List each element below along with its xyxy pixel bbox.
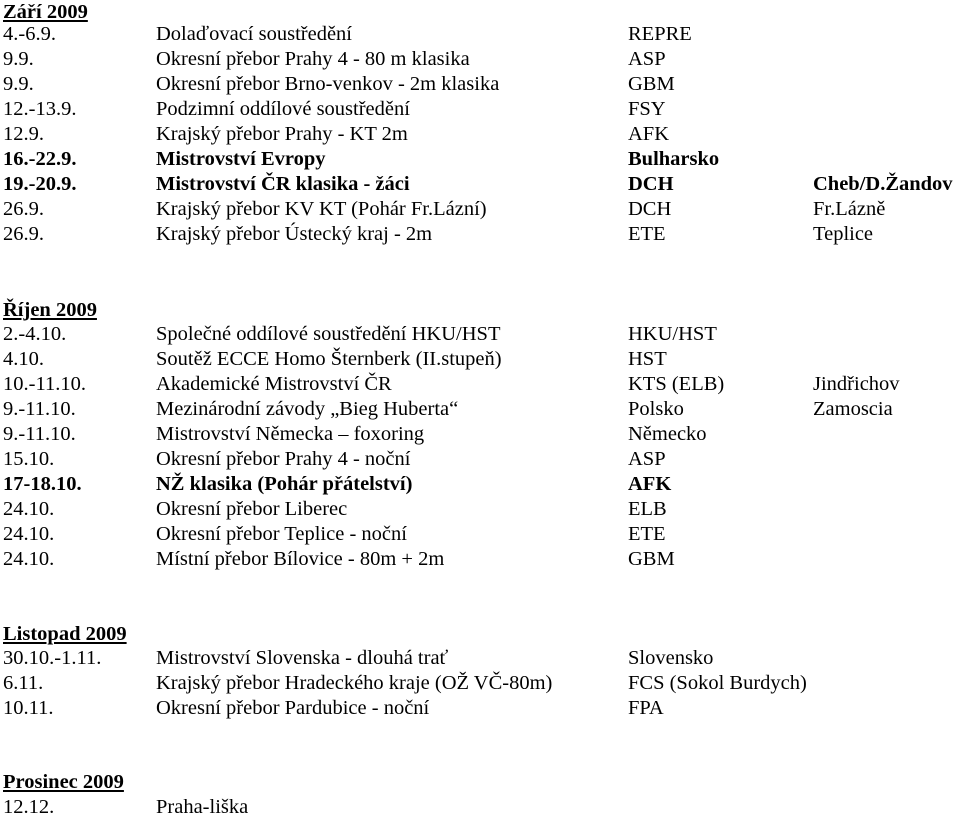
event-date: 12.12. (3, 796, 55, 818)
event-location: Jindřichov (813, 373, 900, 395)
event-date: 30.10.-1.11. (3, 647, 102, 669)
event-name: Podzimní oddílové soustředění (156, 98, 410, 120)
event-name: Okresní přebor Brno-venkov - 2m klasika (156, 73, 500, 95)
event-organizer: KTS (ELB) (628, 373, 725, 395)
event-date: 26.9. (3, 223, 44, 245)
event-name: Mistrovství ČR klasika - žáci (156, 173, 410, 195)
event-organizer: ETE (628, 223, 666, 245)
event-name: Dolaďovací soustředění (156, 23, 352, 45)
event-name: Okresní přebor Prahy 4 - noční (156, 448, 411, 470)
event-row (0, 696, 960, 720)
event-row (0, 172, 960, 196)
event-row (0, 472, 960, 496)
event-organizer: HST (628, 348, 667, 370)
event-date: 15.10. (3, 448, 55, 470)
event-row (0, 497, 960, 521)
event-row (0, 347, 960, 371)
event-organizer: GBM (628, 73, 675, 95)
event-name: Okresní přebor Liberec (156, 498, 348, 520)
event-row (0, 547, 960, 571)
event-date: 12.-13.9. (3, 98, 77, 120)
event-date: 17-18.10. (3, 473, 82, 495)
event-row (0, 147, 960, 171)
event-organizer: ELB (628, 498, 667, 520)
event-row (0, 372, 960, 396)
event-name: Mistrovství Slovenska - dlouhá trať (156, 647, 449, 669)
event-organizer: AFK (628, 473, 672, 495)
event-organizer: REPRE (628, 23, 692, 45)
event-organizer: DCH (628, 198, 672, 220)
event-organizer: Polsko (628, 398, 684, 420)
event-date: 10.11. (3, 697, 54, 719)
event-date: 24.10. (3, 498, 55, 520)
event-organizer: HKU/HST (628, 323, 717, 345)
event-date: 9.-11.10. (3, 398, 76, 420)
month-heading: Říjen 2009 (3, 299, 97, 321)
event-date: 9.9. (3, 73, 34, 95)
event-organizer: DCH (628, 173, 674, 195)
event-name: Krajský přebor Prahy - KT 2m (156, 123, 408, 145)
event-row (0, 646, 960, 670)
event-date: 12.9. (3, 123, 44, 145)
event-name: Praha-liška (156, 796, 249, 818)
event-name: Krajský přebor Ústecký kraj - 2m (156, 223, 433, 245)
event-organizer: GBM (628, 548, 675, 570)
event-row (0, 122, 960, 146)
event-row (0, 197, 960, 221)
event-row (0, 97, 960, 121)
event-organizer: Slovensko (628, 647, 714, 669)
event-date: 19.-20.9. (3, 173, 77, 195)
event-date: 24.10. (3, 548, 55, 570)
event-organizer: Německo (628, 423, 707, 445)
event-name: NŽ klasika (Pohár přátelství) (156, 473, 413, 495)
event-organizer: ASP (628, 48, 666, 70)
event-date: 4.10. (3, 348, 44, 370)
event-date: 24.10. (3, 523, 55, 545)
event-name: Okresní přebor Prahy 4 - 80 m klasika (156, 48, 470, 70)
event-name: Okresní přebor Pardubice - noční (156, 697, 430, 719)
event-row (0, 322, 960, 346)
event-date: 9.-11.10. (3, 423, 76, 445)
event-row (0, 447, 960, 471)
event-date: 9.9. (3, 48, 34, 70)
event-name: Místní přebor Bílovice - 80m + 2m (156, 548, 445, 570)
event-row (0, 22, 960, 46)
event-name: Krajský přebor Hradeckého kraje (OŽ VČ-80m) (156, 672, 553, 694)
month-heading: Září 2009 (3, 1, 88, 23)
event-location: Fr.Lázně (813, 198, 886, 220)
event-organizer: ETE (628, 523, 666, 545)
event-organizer: FPA (628, 697, 664, 719)
event-name: Společné oddílové soustředění HKU/HST (156, 323, 501, 345)
event-row (0, 47, 960, 71)
event-row (0, 222, 960, 246)
event-row (0, 522, 960, 546)
event-name: Mistrovství Evropy (156, 148, 326, 170)
event-date: 26.9. (3, 198, 44, 220)
event-organizer: ASP (628, 448, 666, 470)
event-row (0, 671, 960, 695)
event-date: 10.-11.10. (3, 373, 86, 395)
event-name: Akademické Mistrovství ČR (156, 373, 392, 395)
event-date: 6.11. (3, 672, 44, 694)
event-location: Zamoscia (813, 398, 893, 420)
event-organizer: FSY (628, 98, 666, 120)
event-date: 16.-22.9. (3, 148, 77, 170)
event-row (0, 72, 960, 96)
event-row (0, 397, 960, 421)
event-row (0, 795, 960, 819)
event-name: Okresní přebor Teplice - noční (156, 523, 407, 545)
event-location: Teplice (813, 223, 874, 245)
month-heading: Prosinec 2009 (3, 771, 124, 793)
event-name: Soutěž ECCE Homo Šternberk (II.stupeň) (156, 348, 502, 370)
event-name: Mezinárodní závody „Bieg Huberta“ (156, 398, 459, 420)
event-organizer: FCS (Sokol Burdych) (628, 672, 807, 694)
event-date: 2.-4.10. (3, 323, 67, 345)
event-name: Mistrovství Německa – foxoring (156, 423, 425, 445)
event-date: 4.-6.9. (3, 23, 56, 45)
event-name: Krajský přebor KV KT (Pohár Fr.Lázní) (156, 198, 487, 220)
event-row (0, 422, 960, 446)
month-heading: Listopad 2009 (3, 623, 127, 645)
event-organizer: AFK (628, 123, 670, 145)
event-location: Cheb/D.Žandov (813, 173, 953, 195)
event-organizer: Bulharsko (628, 148, 720, 170)
